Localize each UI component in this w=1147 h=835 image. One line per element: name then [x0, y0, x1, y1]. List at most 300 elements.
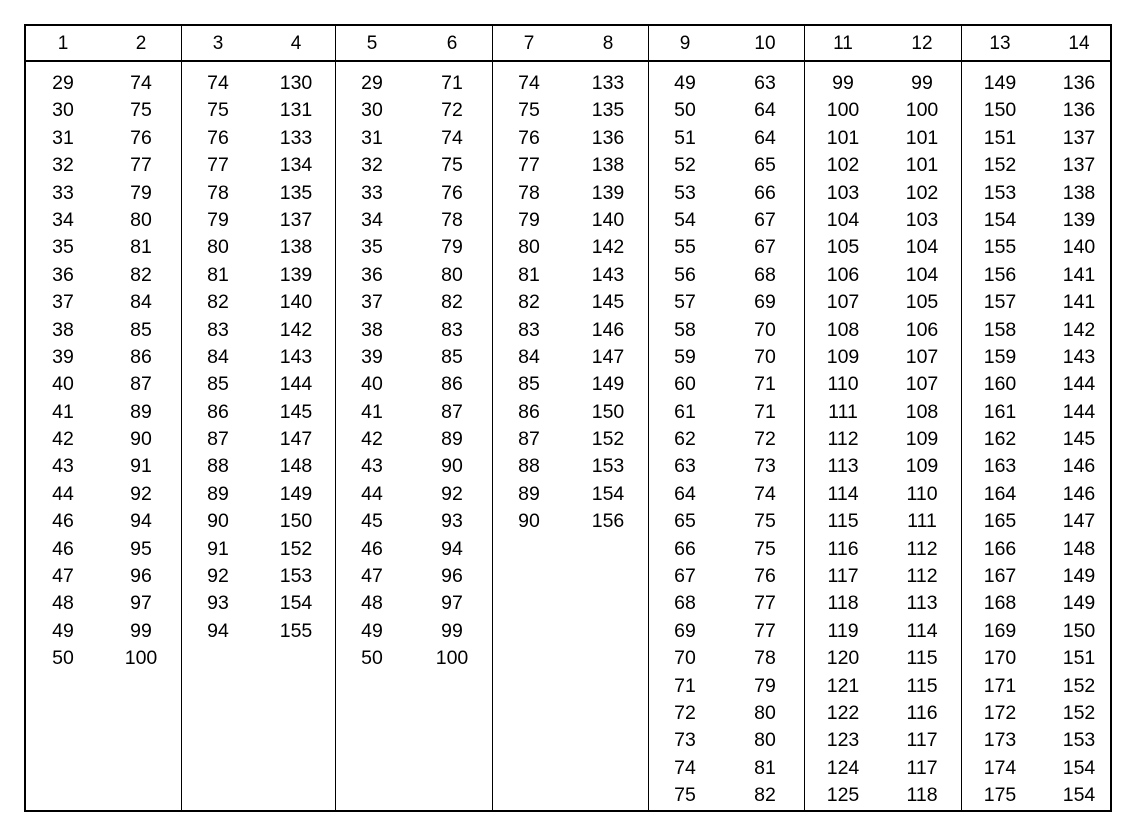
- table-cell: 141: [1062, 291, 1096, 314]
- table-cell: 156: [983, 263, 1017, 286]
- table-cell: 149: [279, 482, 313, 505]
- table-cell: 155: [279, 619, 313, 642]
- table-cell: 64: [674, 482, 696, 505]
- table-cell: 35: [361, 236, 383, 259]
- table-cell: 77: [130, 154, 152, 177]
- column-12: [897, 70, 947, 810]
- table-cell: 143: [1062, 345, 1096, 368]
- table-cell: 82: [207, 291, 229, 314]
- table-cell: 105: [826, 236, 860, 259]
- table-cell: 144: [1062, 400, 1096, 423]
- column-header-9: 9: [679, 33, 691, 54]
- table-cell: 49: [361, 619, 383, 642]
- table-cell: 32: [52, 154, 74, 177]
- table-cell: 103: [905, 208, 939, 231]
- table-cell: 74: [130, 72, 152, 94]
- table-cell: 121: [826, 674, 860, 697]
- table-cell: 91: [130, 455, 152, 478]
- table-cell: 97: [130, 592, 152, 615]
- table-cell: 39: [361, 345, 383, 368]
- table-cell: 153: [1062, 729, 1096, 752]
- column-header-4: 4: [290, 33, 302, 54]
- table-cell: 116: [827, 537, 859, 560]
- table-cell: 34: [361, 208, 383, 231]
- table-cell: 104: [905, 236, 939, 259]
- table-cell: 44: [52, 482, 74, 505]
- table-cell: 87: [207, 428, 229, 451]
- table-cell: 85: [130, 318, 152, 341]
- table-cell: 140: [1062, 236, 1096, 259]
- column-header-13: 13: [989, 33, 1011, 54]
- table-cell: 145: [1062, 428, 1096, 451]
- table-cell: 76: [518, 126, 540, 149]
- column-1: [38, 70, 88, 673]
- table-cell: 115: [906, 647, 938, 670]
- table-cell: 68: [674, 592, 696, 615]
- column-5: [347, 70, 397, 673]
- table-cell: 153: [983, 181, 1017, 204]
- table-cell: 141: [1062, 263, 1096, 286]
- table-cell: 31: [361, 126, 383, 149]
- table-cell: 108: [905, 400, 939, 423]
- table-cell: 146: [591, 318, 625, 341]
- table-cell: 89: [207, 482, 229, 505]
- column-4: [271, 70, 321, 645]
- table-cell: 152: [279, 537, 313, 560]
- table-cell: 67: [674, 565, 696, 588]
- table-cell: 150: [279, 510, 313, 533]
- table-cell: 144: [279, 373, 313, 396]
- table-cell: 166: [983, 537, 1017, 560]
- table-cell: 120: [826, 647, 860, 670]
- table-cell: 53: [674, 181, 696, 204]
- table-cell: 39: [52, 345, 74, 368]
- table-cell: 174: [983, 756, 1017, 779]
- table-cell: 100: [826, 99, 860, 122]
- table-cell: 109: [826, 345, 860, 368]
- table-cell: 135: [279, 181, 313, 204]
- table-cell: 153: [279, 565, 313, 588]
- table-cell: 75: [207, 99, 229, 122]
- table-cell: 114: [827, 482, 859, 505]
- table-cell: 115: [827, 510, 859, 533]
- table-cell: 100: [435, 647, 469, 670]
- table-cell: 76: [441, 181, 463, 204]
- table-cell: 59: [674, 345, 696, 368]
- table-cell: 89: [518, 482, 540, 505]
- table-cell: 169: [983, 619, 1017, 642]
- table-cell: 75: [130, 99, 152, 122]
- table-cell: 57: [674, 291, 696, 314]
- column-header-12: 12: [911, 33, 933, 54]
- table-cell: 90: [207, 510, 229, 533]
- table-cell: 173: [983, 729, 1017, 752]
- table-cell: 38: [52, 318, 74, 341]
- table-cell: 111: [828, 400, 858, 423]
- table-cell: 82: [518, 291, 540, 314]
- table-cell: 87: [518, 428, 540, 451]
- table-cell: 145: [279, 400, 313, 423]
- table-cell: 76: [207, 126, 229, 149]
- table-cell: 137: [279, 208, 313, 231]
- table-cell: 140: [591, 208, 625, 231]
- table-cell: 115: [906, 674, 938, 697]
- table-cell: 119: [827, 619, 859, 642]
- table-cell: 137: [1062, 126, 1096, 149]
- table-cell: 142: [279, 318, 313, 341]
- table-cell: 118: [827, 592, 859, 615]
- table-cell: 101: [905, 126, 939, 149]
- table-cell: 82: [130, 263, 152, 286]
- table-cell: 81: [130, 236, 152, 259]
- table-cell: 75: [441, 154, 463, 177]
- table-cell: 157: [983, 291, 1017, 314]
- table-cell: 49: [674, 72, 696, 94]
- table-cell: 68: [754, 263, 776, 286]
- table-cell: 64: [754, 99, 776, 122]
- table-cell: 172: [983, 701, 1017, 724]
- table-cell: 55: [674, 236, 696, 259]
- column-6: [427, 70, 477, 673]
- table-cell: 46: [52, 510, 74, 533]
- table-cell: 102: [905, 181, 939, 204]
- table-cell: 94: [130, 510, 152, 533]
- table-cell: 79: [754, 674, 776, 697]
- table-cell: 124: [826, 756, 860, 779]
- column-header-1: 1: [57, 33, 69, 54]
- table-cell: 143: [591, 263, 625, 286]
- table-cell: 114: [906, 619, 938, 642]
- table-cell: 32: [361, 154, 383, 177]
- table-cell: 29: [52, 72, 74, 94]
- column-header-8: 8: [602, 33, 614, 54]
- table-cell: 43: [361, 455, 383, 478]
- table-cell: 83: [207, 318, 229, 341]
- column-header-11: 11: [833, 33, 853, 54]
- table-cell: 125: [826, 784, 860, 807]
- table-cell: 86: [130, 345, 152, 368]
- table-cell: 72: [754, 428, 776, 451]
- table-cell: 104: [905, 263, 939, 286]
- table-cell: 149: [1062, 592, 1096, 615]
- table-cell: 99: [832, 72, 854, 94]
- table-cell: 79: [441, 236, 463, 259]
- table-cell: 70: [754, 345, 776, 368]
- table-cell: 54: [674, 208, 696, 231]
- table-cell: 147: [279, 428, 313, 451]
- table-cell: 75: [754, 537, 776, 560]
- table-cell: 77: [207, 154, 229, 177]
- table-cell: 113: [906, 592, 938, 615]
- table-cell: 72: [441, 99, 463, 122]
- table-cell: 149: [591, 373, 625, 396]
- table-cell: 162: [983, 428, 1017, 451]
- table-cell: 89: [441, 428, 463, 451]
- table-cell: 87: [130, 373, 152, 396]
- table-cell: 67: [754, 236, 776, 259]
- table-cell: 79: [518, 208, 540, 231]
- table-cell: 85: [518, 373, 540, 396]
- table-cell: 50: [674, 99, 696, 122]
- table-cell: 73: [674, 729, 696, 752]
- table-cell: 136: [1062, 99, 1096, 122]
- table-cell: 93: [207, 592, 229, 615]
- table-cell: 117: [827, 565, 859, 588]
- table-cell: 80: [130, 208, 152, 231]
- table-cell: 84: [518, 345, 540, 368]
- table-cell: 44: [361, 482, 383, 505]
- table-cell: 149: [1062, 565, 1096, 588]
- table-cell: 99: [130, 619, 152, 642]
- table-cell: 74: [207, 72, 229, 94]
- table-cell: 154: [591, 482, 625, 505]
- table-cell: 94: [207, 619, 229, 642]
- table-cell: 78: [207, 181, 229, 204]
- table-cell: 152: [1062, 674, 1096, 697]
- table-cell: 99: [911, 72, 933, 94]
- table-cell: 84: [130, 291, 152, 314]
- table-cell: 88: [518, 455, 540, 478]
- table-cell: 110: [906, 482, 938, 505]
- table-cell: 152: [983, 154, 1017, 177]
- table-cell: 117: [906, 729, 938, 752]
- table-cell: 81: [207, 263, 229, 286]
- table-cell: 71: [674, 674, 696, 697]
- table-cell: 80: [207, 236, 229, 259]
- table-cell: 133: [591, 72, 625, 94]
- table-cell: 144: [1062, 373, 1096, 396]
- table-cell: 42: [361, 428, 383, 451]
- column-10: [740, 70, 790, 810]
- column-header-7: 7: [523, 33, 535, 54]
- table-cell: 112: [827, 428, 859, 451]
- table-cell: 37: [361, 291, 383, 314]
- table-cell: 46: [361, 537, 383, 560]
- table-cell: 103: [826, 181, 860, 204]
- table-cell: 61: [674, 400, 696, 423]
- table-cell: 34: [52, 208, 74, 231]
- table-cell: 147: [591, 345, 625, 368]
- table-cell: 80: [754, 729, 776, 752]
- table-cell: 142: [1062, 318, 1096, 341]
- column-3: [193, 70, 243, 645]
- table-cell: 146: [1062, 455, 1096, 478]
- table-cell: 47: [361, 565, 383, 588]
- table-cell: 142: [591, 236, 625, 259]
- table-cell: 38: [361, 318, 383, 341]
- table-cell: 152: [591, 428, 625, 451]
- table-cell: 90: [130, 428, 152, 451]
- table-cell: 47: [52, 565, 74, 588]
- table-cell: 167: [983, 565, 1017, 588]
- table-cell: 84: [207, 345, 229, 368]
- table-cell: 63: [674, 455, 696, 478]
- table-cell: 145: [591, 291, 625, 314]
- table-cell: 86: [207, 400, 229, 423]
- table-cell: 88: [207, 455, 229, 478]
- table-cell: 50: [52, 647, 74, 670]
- table-cell: 72: [674, 701, 696, 724]
- table-cell: 99: [441, 619, 463, 642]
- table-cell: 163: [983, 455, 1017, 478]
- table-cell: 138: [591, 154, 625, 177]
- table-cell: 35: [52, 236, 74, 259]
- table-cell: 89: [130, 400, 152, 423]
- table-cell: 109: [905, 428, 939, 451]
- column-header-10: 10: [754, 33, 776, 54]
- table-cell: 156: [591, 510, 625, 533]
- table-cell: 107: [826, 291, 860, 314]
- table-cell: 113: [827, 455, 859, 478]
- table-cell: 76: [754, 565, 776, 588]
- table-cell: 71: [754, 400, 776, 423]
- table-cell: 71: [441, 72, 463, 94]
- table-cell: 94: [441, 537, 463, 560]
- table-cell: 81: [754, 756, 776, 779]
- table-cell: 75: [754, 510, 776, 533]
- column-header-3: 3: [212, 33, 224, 54]
- table-cell: 58: [674, 318, 696, 341]
- table-cell: 158: [983, 318, 1017, 341]
- table-cell: 85: [441, 345, 463, 368]
- table-cell: 151: [1062, 647, 1096, 670]
- table-cell: 148: [1062, 537, 1096, 560]
- table-cell: 66: [674, 537, 696, 560]
- table-cell: 140: [279, 291, 313, 314]
- table-cell: 109: [905, 455, 939, 478]
- table-cell: 131: [279, 99, 313, 122]
- table-cell: 80: [441, 263, 463, 286]
- table-cell: 31: [52, 126, 74, 149]
- table-cell: 130: [279, 72, 313, 94]
- table-cell: 62: [674, 428, 696, 451]
- table-cell: 60: [674, 373, 696, 396]
- table-cell: 78: [441, 208, 463, 231]
- table-cell: 63: [754, 72, 776, 94]
- table-cell: 30: [361, 99, 383, 122]
- table-cell: 123: [826, 729, 860, 752]
- table-cell: 37: [52, 291, 74, 314]
- table-cell: 82: [754, 784, 776, 807]
- header-row: [26, 26, 1110, 62]
- table-cell: 65: [754, 154, 776, 177]
- table-cell: 78: [518, 181, 540, 204]
- column-header-14: 14: [1068, 33, 1090, 54]
- table-cell: 116: [906, 701, 938, 724]
- column-13: [975, 70, 1025, 810]
- table-cell: 66: [754, 181, 776, 204]
- conversion-table: [24, 24, 1112, 812]
- table-cell: 80: [518, 236, 540, 259]
- table-cell: 105: [905, 291, 939, 314]
- table-cell: 150: [591, 400, 625, 423]
- table-cell: 110: [827, 373, 859, 396]
- column-header-5: 5: [366, 33, 378, 54]
- table-cell: 101: [905, 154, 939, 177]
- table-cell: 56: [674, 263, 696, 286]
- table-cell: 102: [826, 154, 860, 177]
- table-cell: 112: [906, 565, 938, 588]
- table-cell: 154: [279, 592, 313, 615]
- table-cell: 153: [591, 455, 625, 478]
- table-cell: 79: [130, 181, 152, 204]
- table-cell: 107: [905, 345, 939, 368]
- table-cell: 139: [279, 263, 313, 286]
- table-cell: 69: [754, 291, 776, 314]
- table-cell: 107: [905, 373, 939, 396]
- table-cell: 112: [906, 537, 938, 560]
- table-cell: 164: [983, 482, 1017, 505]
- table-cell: 139: [1062, 208, 1096, 231]
- table-cell: 150: [983, 99, 1017, 122]
- table-cell: 77: [754, 619, 776, 642]
- column-header-2: 2: [135, 33, 147, 54]
- table-cell: 83: [441, 318, 463, 341]
- table-cell: 74: [674, 756, 696, 779]
- table-cell: 138: [279, 236, 313, 259]
- table-cell: 70: [754, 318, 776, 341]
- table-cell: 117: [906, 756, 938, 779]
- table-cell: 71: [754, 373, 776, 396]
- table-cell: 78: [754, 647, 776, 670]
- table-cell: 168: [983, 592, 1017, 615]
- table-cell: 81: [518, 263, 540, 286]
- table-cell: 41: [52, 400, 74, 423]
- table-cell: 92: [207, 565, 229, 588]
- table-cell: 146: [1062, 482, 1096, 505]
- table-cell: 82: [441, 291, 463, 314]
- table-cell: 154: [1062, 756, 1096, 779]
- table-cell: 30: [52, 99, 74, 122]
- table-cell: 96: [441, 565, 463, 588]
- table-cell: 52: [674, 154, 696, 177]
- table-cell: 40: [361, 373, 383, 396]
- table-cell: 74: [754, 482, 776, 505]
- table-cell: 36: [52, 263, 74, 286]
- table-cell: 95: [130, 537, 152, 560]
- table-cell: 150: [1062, 619, 1096, 642]
- table-cell: 155: [983, 236, 1017, 259]
- table-cell: 159: [983, 345, 1017, 368]
- table-cell: 92: [130, 482, 152, 505]
- table-cell: 74: [518, 72, 540, 94]
- table-cell: 135: [591, 99, 625, 122]
- table-cell: 175: [983, 784, 1017, 807]
- table-cell: 149: [983, 72, 1017, 94]
- table-cell: 33: [361, 181, 383, 204]
- table-cell: 49: [52, 619, 74, 642]
- table-cell: 152: [1062, 701, 1096, 724]
- table-cell: 50: [361, 647, 383, 670]
- column-8: [583, 70, 633, 536]
- table-cell: 80: [754, 701, 776, 724]
- table-cell: 134: [279, 154, 313, 177]
- table-cell: 85: [207, 373, 229, 396]
- table-cell: 160: [983, 373, 1017, 396]
- table-cell: 86: [441, 373, 463, 396]
- table-cell: 48: [361, 592, 383, 615]
- table-cell: 161: [983, 400, 1017, 423]
- table-cell: 29: [361, 72, 383, 94]
- table-cell: 33: [52, 181, 74, 204]
- table-cell: 136: [1062, 72, 1096, 94]
- table-cell: 65: [674, 510, 696, 533]
- table-cell: 165: [983, 510, 1017, 533]
- table-cell: 64: [754, 126, 776, 149]
- table-cell: 137: [1062, 154, 1096, 177]
- table-cell: 46: [52, 537, 74, 560]
- table-cell: 106: [905, 318, 939, 341]
